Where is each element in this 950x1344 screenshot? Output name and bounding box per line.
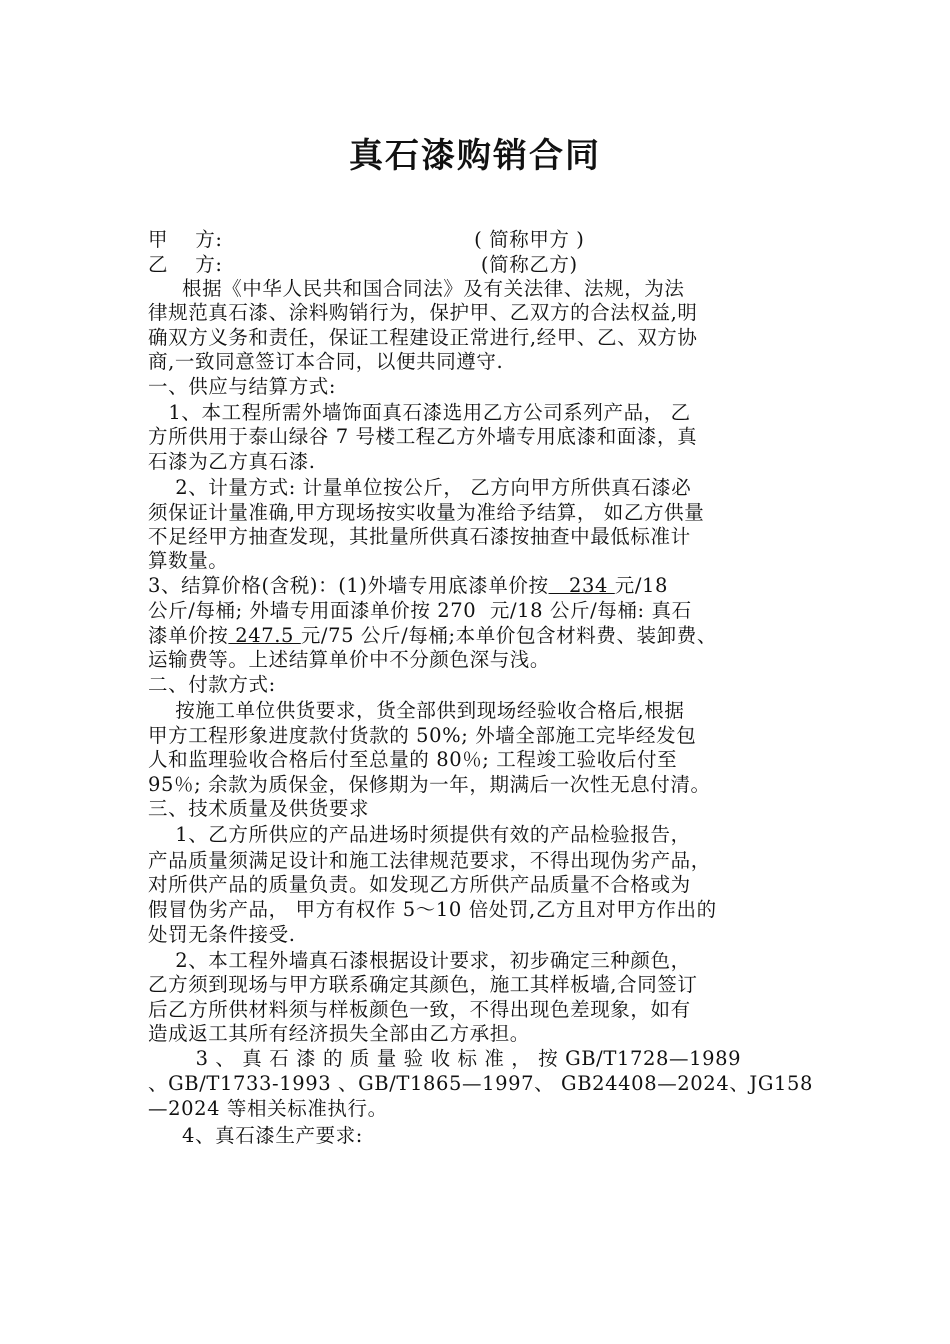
document-title: 真石漆购销合同: [349, 136, 601, 176]
section-heading: 二、付款方式:: [148, 673, 276, 696]
paragraph-line: 对所供产品的质量负责。如发现乙方所供产品质量不合格或为: [148, 873, 691, 896]
paragraph-line: 甲方工程形象进度款付货款的 50%; 外墙全部施工完毕经发包: [148, 724, 697, 747]
paragraph-line: 不足经甲方抽查发现，其批量所供真石漆按抽查中最低标准计: [148, 525, 691, 548]
paragraph-line: 2、本工程外墙真石漆根据设计要求，初步确定三种颜色，: [148, 949, 691, 972]
paragraph-line: 人和监理验收合格后付至总量的 80％; 工程竣工验收后付至: [148, 748, 678, 771]
party-a-line: 甲 方: ( 简称甲方 ): [148, 228, 585, 251]
paragraph-line: 产品质量须满足设计和施工法律规范要求，不得出现伪劣产品，: [148, 849, 711, 872]
price-unit: 元/18: [614, 574, 669, 597]
section-heading: 4、真石漆生产要求:: [148, 1124, 363, 1147]
paragraph-line: 方所供用于泰山绿谷 7 号楼工程乙方外墙专用底漆和面漆，真: [148, 425, 698, 448]
stone-paint-price: 247.5: [228, 624, 301, 647]
party-b-line: 乙 方: (简称乙方): [148, 253, 578, 276]
paragraph-line: 律规范真石漆、涂料购销行为，保护甲、乙双方的合法权益,明: [148, 301, 698, 324]
paragraph-line: 1、本工程所需外墙饰面真石漆选用乙方公司系列产品， 乙: [148, 401, 691, 424]
section-heading: 一、供应与结算方式:: [148, 375, 337, 398]
paragraph-line: 1、乙方所供应的产品进场时须提供有效的产品检验报告，: [148, 823, 691, 846]
price-line: [148, 624, 717, 647]
paragraph-line: 公斤/每桶; 外墙专用面漆单价按 270 元/18 公斤/每桶: 真石: [148, 599, 692, 622]
section-heading: 三、技术质量及供货要求: [148, 797, 370, 820]
paragraph-line: 商,一致同意签订本合同，以便共同遵守.: [148, 350, 504, 373]
paragraph-line: 假冒伪劣产品， 甲方有权作 5～10 倍处罚,乙方且对甲方作出的: [148, 898, 717, 921]
paragraph-line: 造成返工其所有经济损失全部由乙方承担。: [148, 1022, 530, 1045]
paragraph-line: 算数量。: [148, 549, 229, 572]
paragraph-line: 乙方须到现场与甲方联系确定其颜色，施工其样板墙,合同签订: [148, 973, 698, 996]
paragraph-line: 、GB/T1733-1993 、GB/T1865—1997、 GB24408—2024、JG158: [148, 1072, 814, 1095]
price-text: 元/75 公斤/每桶;本单价包含材料费、装卸费、: [300, 624, 717, 647]
paragraph-line: 3 、 真 石 漆 的 质 量 验 收 标 准 ， 按 GB/T1728—1989: [148, 1047, 742, 1070]
paragraph-line: 须保证计量准确,甲方现场按实收量为准给予结算， 如乙方供量: [148, 501, 705, 524]
paragraph-line: 确双方义务和责任，保证工程建设正常进行,经甲、乙、双方协: [148, 326, 698, 349]
paragraph-line: 石漆为乙方真石漆.: [148, 450, 316, 473]
paragraph-line: 95％; 余款为质保金，保修期为一年，期满后一次性无息付清。: [148, 773, 711, 796]
paragraph-line: 2、计量方式: 计量单位按公斤， 乙方向甲方所供真石漆必: [148, 476, 692, 499]
price-line: [148, 574, 668, 597]
paragraph-line: 后乙方所供材料须与样板颜色一致，不得出现色差现象，如有: [148, 998, 691, 1021]
price-text: 3、结算价格(含税)：(1)外墙专用底漆单价按: [148, 574, 549, 597]
paragraph-line: 根据《中华人民共和国合同法》及有关法律、法规，为法: [148, 277, 685, 300]
paragraph-line: 按施工单位供货要求，货全部供到现场经验收合格后,根据: [148, 699, 685, 722]
paragraph-line: 运输费等。上述结算单价中不分颜色深与浅。: [148, 648, 551, 671]
paragraph-line: 处罚无条件接受.: [148, 923, 296, 946]
base-coat-price: 234: [548, 574, 615, 597]
paragraph-line: —2024 等相关标准执行。: [148, 1097, 388, 1120]
price-text: 漆单价按: [148, 624, 229, 647]
